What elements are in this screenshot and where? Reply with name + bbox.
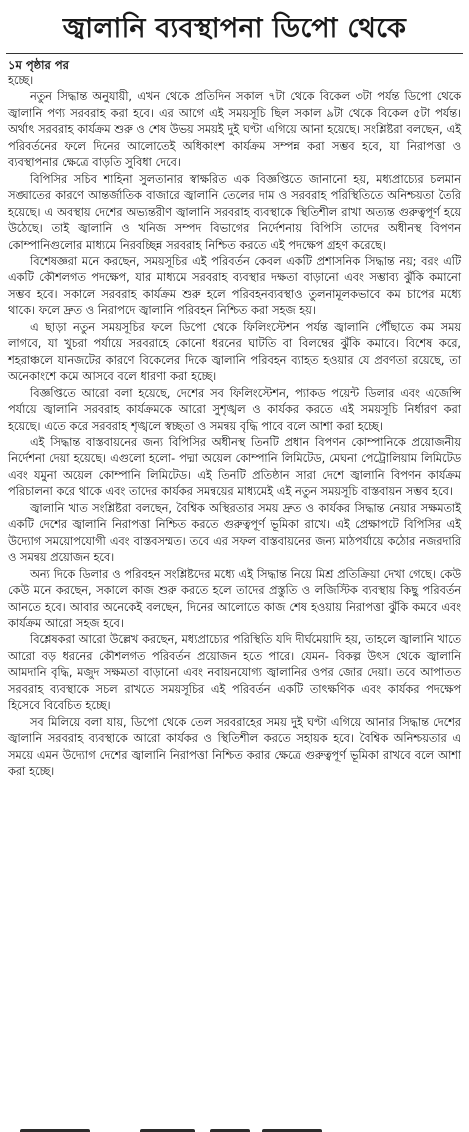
article-paragraph: এ ছাড়া নতুন সময়সূচির ফলে ডিপো থেকে ফিলিংস্টেশন পর্যন্ত জ্বালানি পৌঁছাতে কম সময় লাগবে, যা খুচরা পর্যায়ে সরবরাহে কোনো ধরনের ঘাটতি বা বিলম্বের ঝুঁকি কমাবে। বিশেষ করে, শহরাঞ্চলে যানজটের কারণে বিকেলের দিকে জ্বালানি পরিবহন ব্যাহত হওয়ার যে প্রবণতা রয়েছে, তা অনেকাংশে কমে আসবে বলে ধারণা করা হচ্ছে। (8, 320, 461, 384)
article-paragraph: বিপিসির সচিব শাহিনা সুলতানার স্বাক্ষরিত এক বিজ্ঞপ্তিতে জানানো হয়, মধ্যপ্রাচ্যের চলমান সঙ্ঘাতের কারণে আন্তর্জাতিক বাজারে জ্বালানি তেলের দাম ও সরবরাহ পরিস্থিতিতে অনিশ্চয়তা তৈরি হয়েছে। এ অবস্থায় দেশের অভ্যন্তরীণ জ্বালানি সরবরাহ ব্যবস্থাকে স্থিতিশীল রাখা অত্যন্ত গুরুত্বপূর্ণ হয়ে উঠেছে। তাই জ্বালানি ও খনিজ সম্পদ বিভাগের নির্দেশনায় বিপিসি তাদের অধীনস্থ বিপণন কোম্পানিগুলোর মাধ্যমে নিরবচ্ছিন্ন সরবরাহ নিশ্চিত করতে এই পদক্ষেপ গ্রহণ করেছে। (8, 172, 461, 252)
headline: জ্বালানি ব্যবস্থাপনা ডিপো থেকে (62, 13, 407, 44)
article-paragraph: জ্বালানি খাত সংশ্লিষ্টরা বলছেন, বৈশ্বিক অস্থিরতার সময় দ্রুত ও কার্যকর সিদ্ধান্ত নেয়ার সক্ষমতাই একটি দেশের জ্বালানি নিরাপত্তা নিশ্চিত করতে গুরুত্বপূর্ণ ভূমিকা রাখে। এই প্রেক্ষাপটে বিপিসির এই উদ্যোগ সময়োপযোগী এবং বাস্তবসম্মত। তবে এর সফল বাস্তবায়নের জন্য মাঠপর্যায়ে কঠোর নজরদারি ও সমন্বয় প্রয়োজন হবে। (8, 501, 461, 565)
article-paragraph: বিশ্লেষকরা আরো উল্লেখ করছেন, মধ্যপ্রাচ্যের পরিস্থিতি যদি দীর্ঘমেয়াদি হয়, তাহলে জ্বালানি খাতে আরো বড় ধরনের কৌশলগত পরিবর্তন প্রয়োজন হতে পারে। যেমন- বিকল্প উৎস থেকে জ্বালানি আমদানি বৃদ্ধি, মজুদ সক্ষমতা বাড়ানো এবং নবায়নযোগ্য জ্বালানির ওপর জোর দেয়া। তবে আপাতত সরবরাহ ব্যবস্থাকে সচল রাখতে সময়সূচির এই পরিবর্তন একটি তাৎক্ষণিক এবং কার্যকর পদক্ষেপ হিসেবে বিবেচিত হচ্ছে। (8, 633, 461, 713)
article-paragraph: হচ্ছে। (8, 74, 34, 87)
continued-from-label: ১ম পৃষ্ঠার পর (8, 58, 69, 72)
article-paragraph: নতুন সিদ্ধান্ত অনুযায়ী, এখন থেকে প্রতিদিন সকাল ৭টা থেকে বিকেল ৩টা পর্যন্ত ডিপো থেকে জ্বালানি পণ্য সরবরাহ করা হবে। এর আগে এই সময়সূচি ছিল সকাল ৯টা থেকে বিকেল ৫টা পর্যন্ত। অর্থাৎ সরবরাহ কার্যক্রম শুরু ও শেষ উভয় সময়ই দুই ঘণ্টা এগিয়ে আনা হয়েছে। সংশ্লিষ্টরা বলছেন, এই পরিবর্তনের ফলে দিনের আলোতেই অধিকাংশ কার্যক্রম সম্পন্ন করা সম্ভব হবে, যা নিরাপত্তা ও ব্যবস্থাপনার ক্ষেত্রে বাড়তি সুবিধা দেবে। (8, 90, 461, 170)
article-body (0, 73, 469, 780)
article-paragraph: অন্য দিকে ডিলার ও পরিবহন সংশ্লিষ্টদের মধ্যে এই সিদ্ধান্ত নিয়ে মিশ্র প্রতিক্রিয়া দেখা গেছে। কেউ কেউ মনে করছেন, সকালে কাজ শুরু করতে হলে তাদের প্রস্তুতি ও লজিস্টিক ব্যবস্থায় কিছু পরিবর্তন আনতে হবে। আবার অনেকেই বলছেন, দিনের আলোতে কাজ শেষ হওয়ায় নিরাপত্তা ঝুঁকি কমবে এবং কার্যক্রম আরো সহজ হবে। (8, 567, 461, 630)
article-paragraph: বিজ্ঞপ্তিতে আরো বলা হয়েছে, দেশের সব ফিলিংস্টেশন, প্যাকড পয়েন্ট ডিলার এবং এজেন্সি পর্যায়ে জ্বালানি সরবরাহ কার্যক্রমকে আরো সুশৃঙ্খল ও কার্যকর করতে এই সময়সূচি নির্ধারণ করা হয়েছে। এতে করে সরবরাহ শৃঙ্খলে স্বচ্ছতা ও সমন্বয় বৃদ্ধি পাবে বলে আশা করা হচ্ছে। (8, 386, 461, 433)
cropped-next-headline (0, 1120, 469, 1132)
article-paragraph: বিশেষজ্ঞরা মনে করছেন, সময়সূচির এই পরিবর্তন কেবল একটি প্রশাসনিক সিদ্ধান্ত নয়; বরং এটি একটি কৌশলগত পদক্ষেপ, যার মাধ্যমে সরবরাহ ব্যবস্থার দক্ষতা বাড়ানো এবং সম্ভাব্য ঝুঁকি কমানো সম্ভব হবে। সকালে সরবরাহ কার্যক্রম শুরু হলে পরিবহনব্যবস্থাও তুলনামূলকভাবে কম চাপের মধ্যে থাকে। ফলে দ্রুত ও নিরাপদে জ্বালানি পরিবহন নিশ্চিত করা সহজ হয়। (8, 254, 461, 318)
article-paragraph: সব মিলিয়ে বলা যায়, ডিপো থেকে তেল সরবরাহের সময় দুই ঘণ্টা এগিয়ে আনার সিদ্ধান্ত দেশের জ্বালানি সরবরাহ ব্যবস্থাকে আরো কার্যকর ও স্থিতিশীল করতে সহায়ক হবে। বৈশ্বিক অনিশ্চয়তার এ সময়ে এমন উদ্যোগ দেশের জ্বালানি নিরাপত্তা নিশ্চিত করার ক্ষেত্রে গুরুত্বপূর্ণ ভূমিকা রাখবে বলে আশা করা হচ্ছে। (8, 715, 461, 779)
article-paragraph: এই সিদ্ধান্ত বাস্তবায়নের জন্য বিপিসির অধীনস্থ তিনটি প্রধান বিপণন কোম্পানিকে প্রয়োজনীয় নির্দেশনা দেয়া হয়েছে। এগুলো হলো- পদ্মা অয়েল কোম্পানি লিমিটেড, মেঘনা পেট্রোলিয়াম লিমিটেড এবং যমুনা অয়েল কোম্পানি লিমিটেড। এই তিনটি প্রতিষ্ঠান সারা দেশে জ্বালানি বিপণন কার্যক্রম পরিচালনা করে থাকে এবং তাদের কার্যকর সমন্বয়ের মাধ্যমেই এই নতুন সময়সূচি বাস্তবায়ন সম্ভব হবে। (8, 435, 461, 499)
